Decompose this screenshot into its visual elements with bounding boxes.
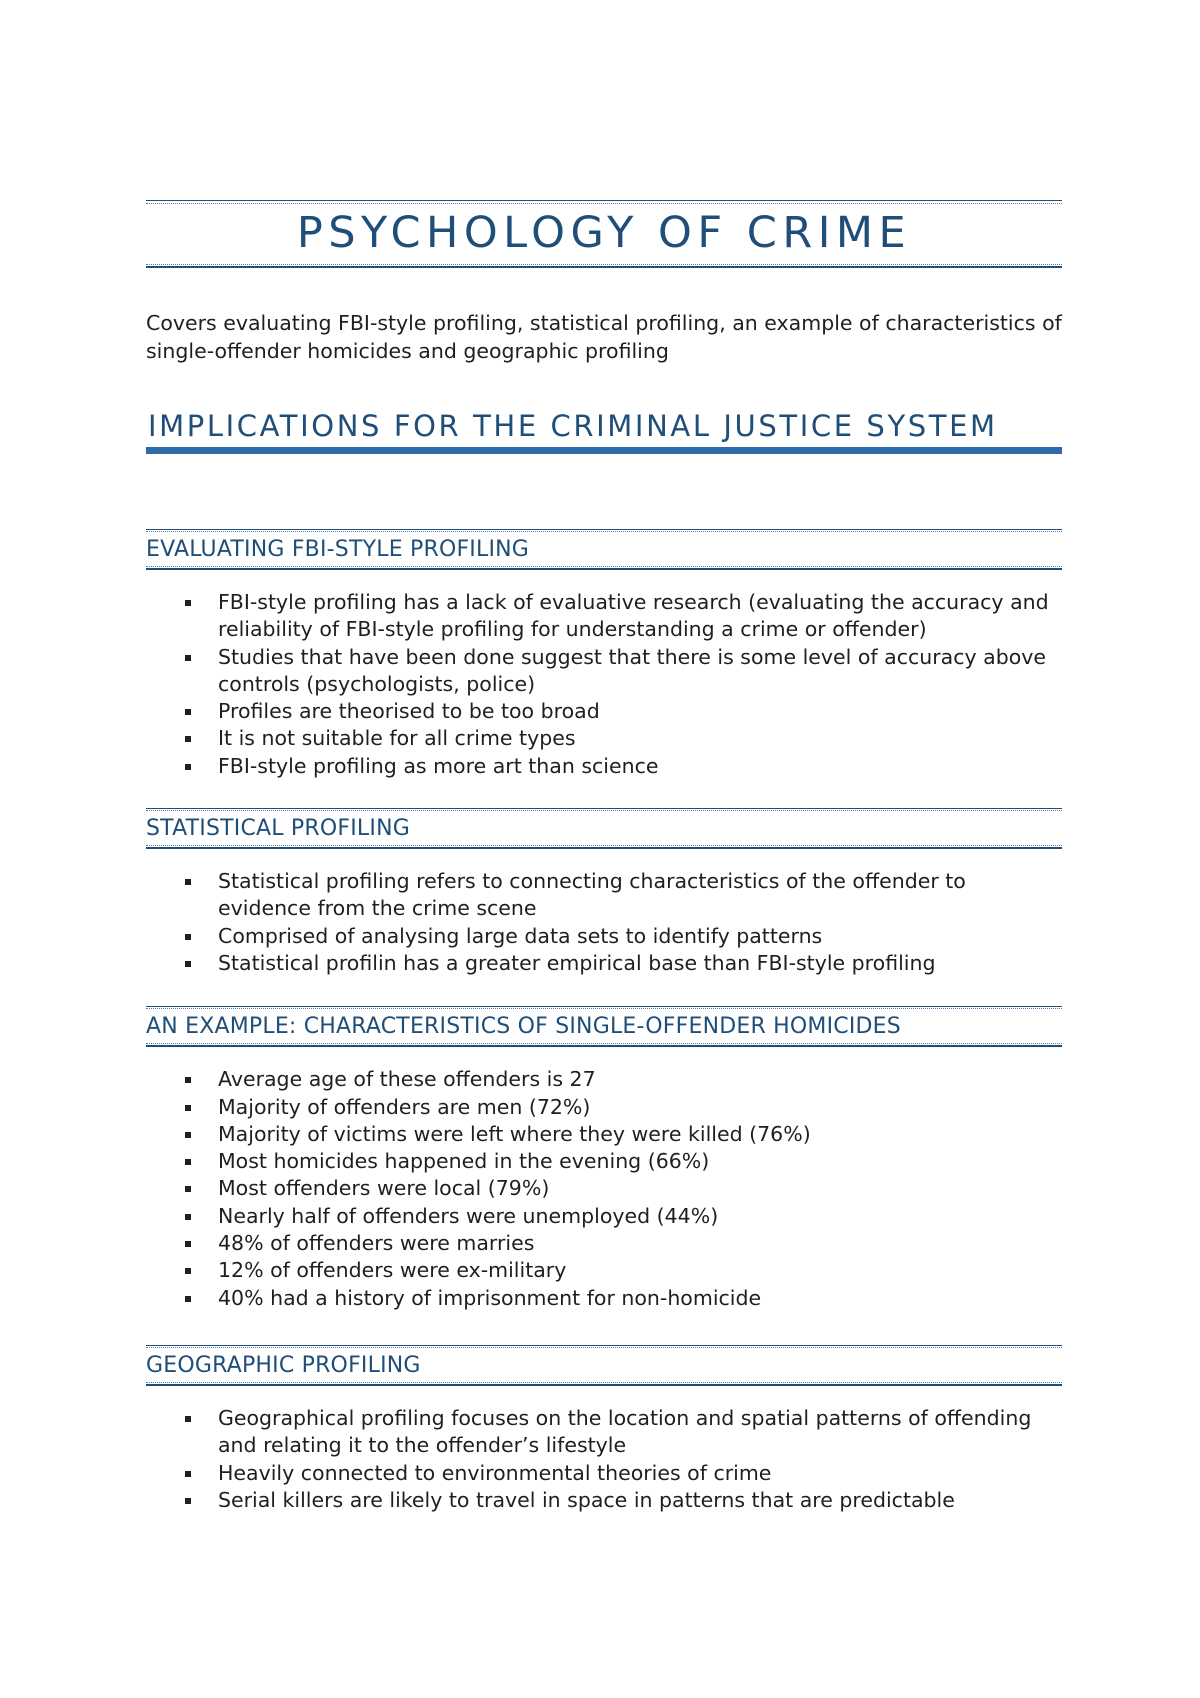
square-bullet-icon xyxy=(185,655,191,661)
title-top-rule xyxy=(146,200,1062,204)
bullet-list xyxy=(146,868,1062,977)
document-title: PSYCHOLOGY OF CRIME xyxy=(296,208,912,258)
subsection-heading: GEOGRAPHIC PROFILING xyxy=(146,1352,421,1378)
subsection-statistical-profiling xyxy=(146,808,1062,977)
subsection-geographic-profiling xyxy=(146,1345,1062,1514)
subsection-bottom-rule xyxy=(146,566,1062,570)
subsection-top-rule xyxy=(146,1006,1062,1009)
subsections-container xyxy=(146,529,1062,1514)
list-item xyxy=(146,923,1062,950)
list-item-text: Studies that have been done suggest that there is some level of accuracy above controls (psychologists, police) xyxy=(218,644,1047,696)
square-bullet-icon xyxy=(185,764,191,770)
list-item xyxy=(146,1405,1062,1460)
square-bullet-icon xyxy=(185,1498,191,1504)
square-bullet-icon xyxy=(185,1214,191,1220)
list-item-text: Most homicides happened in the evening (66%) xyxy=(218,1149,710,1174)
subsection-bottom-rule xyxy=(146,1382,1062,1386)
square-bullet-icon xyxy=(185,1132,191,1138)
subsection-top-rule xyxy=(146,529,1062,532)
bullet-list xyxy=(146,1405,1062,1514)
square-bullet-icon xyxy=(185,1471,191,1477)
subsection-top-rule xyxy=(146,1345,1062,1348)
square-bullet-icon xyxy=(185,1186,191,1192)
list-item-text: Most offenders were local (79%) xyxy=(218,1176,550,1201)
square-bullet-icon xyxy=(185,1268,191,1274)
subsection-heading: EVALUATING FBI-STYLE PROFILING xyxy=(146,537,530,562)
subsection-bottom-rule xyxy=(146,845,1062,849)
list-item-text: Heavily connected to environmental theories of crime xyxy=(218,1460,772,1485)
bullet-list xyxy=(146,1066,1062,1312)
list-item-text: FBI-style profiling has a lack of evaluative research (evaluating the accuracy and reliability of FBI-style profiling for understanding a crime or offender) xyxy=(218,590,1049,642)
bullet-list xyxy=(146,589,1062,780)
list-item xyxy=(146,950,1062,977)
list-item xyxy=(146,1460,1062,1487)
list-item-text: Statistical profiling refers to connecting characteristics of the offender to evidence from the crime scene xyxy=(218,869,966,921)
list-item-text: Geographical profiling focuses on the location and spatial patterns of offending and relating it to the offender’s lifestyle xyxy=(218,1405,1032,1458)
section-heading: IMPLICATIONS FOR THE CRIMINAL JUSTICE SYSTEM xyxy=(148,409,998,443)
section-heading-rule xyxy=(146,447,1062,454)
subsection-heading: STATISTICAL PROFILING xyxy=(146,816,410,842)
intro-paragraph: Covers evaluating FBI-style profiling, statistical profiling, an example of characteristics of single-offender homicides and geographic profiling xyxy=(146,311,1062,363)
square-bullet-icon xyxy=(185,709,191,715)
list-item-text: Nearly half of offenders were unemployed (44%) xyxy=(218,1203,719,1228)
list-item xyxy=(146,1230,1062,1257)
list-item xyxy=(146,1285,1062,1312)
list-item-text: Comprised of analysing large data sets to identify patterns xyxy=(218,923,823,948)
subsection-single-offender-homicides xyxy=(146,1006,1062,1312)
list-item xyxy=(146,1148,1062,1175)
list-item-text: Statistical profilin has a greater empirical base than FBI-style profiling xyxy=(218,950,936,975)
list-item xyxy=(146,725,1062,752)
square-bullet-icon xyxy=(185,1159,191,1165)
list-item xyxy=(146,1121,1062,1148)
list-item xyxy=(146,868,1062,923)
list-item-text: Serial killers are likely to travel in space in patterns that are predictable xyxy=(218,1487,955,1512)
square-bullet-icon xyxy=(185,736,191,742)
square-bullet-icon xyxy=(185,1241,191,1247)
list-item xyxy=(146,1066,1062,1093)
subsection-evaluating-fbi-style-profiling xyxy=(146,529,1062,780)
list-item xyxy=(146,1094,1062,1121)
list-item-text: Majority of offenders are men (72%) xyxy=(218,1094,591,1119)
list-item-text: FBI-style profiling as more art than science xyxy=(218,753,659,778)
list-item xyxy=(146,698,1062,725)
list-item xyxy=(146,589,1062,644)
list-item-text: 48% of offenders were marries xyxy=(218,1231,535,1256)
list-item-text: 12% of offenders were ex-military xyxy=(218,1258,567,1283)
list-item-text: Profiles are theorised to be too broad xyxy=(218,699,600,724)
subsection-bottom-rule xyxy=(146,1043,1062,1047)
title-block xyxy=(146,190,1062,277)
subsection-heading: AN EXAMPLE: CHARACTERISTICS OF SINGLE-OFFENDER HOMICIDES xyxy=(146,1014,901,1040)
square-bullet-icon xyxy=(185,934,191,940)
list-item-text: 40% had a history of imprisonment for non-homicide xyxy=(218,1285,762,1310)
square-bullet-icon xyxy=(185,600,191,606)
square-bullet-icon xyxy=(185,1416,191,1422)
square-bullet-icon xyxy=(185,961,191,967)
list-item xyxy=(146,1175,1062,1202)
list-item xyxy=(146,1487,1062,1514)
subsection-top-rule xyxy=(146,808,1062,811)
square-bullet-icon xyxy=(185,1077,191,1083)
list-item xyxy=(146,1203,1062,1230)
document-page xyxy=(146,190,1062,1514)
title-bottom-rule xyxy=(146,264,1062,268)
list-item-text: It is not suitable for all crime types xyxy=(218,726,576,751)
list-item xyxy=(146,644,1062,699)
square-bullet-icon xyxy=(185,1296,191,1302)
square-bullet-icon xyxy=(185,1105,191,1111)
list-item-text: Average age of these offenders is 27 xyxy=(218,1067,596,1092)
square-bullet-icon xyxy=(185,879,191,885)
list-item-text: Majority of victims were left where they were killed (76%) xyxy=(218,1121,811,1146)
list-item xyxy=(146,753,1062,780)
list-item xyxy=(146,1257,1062,1284)
